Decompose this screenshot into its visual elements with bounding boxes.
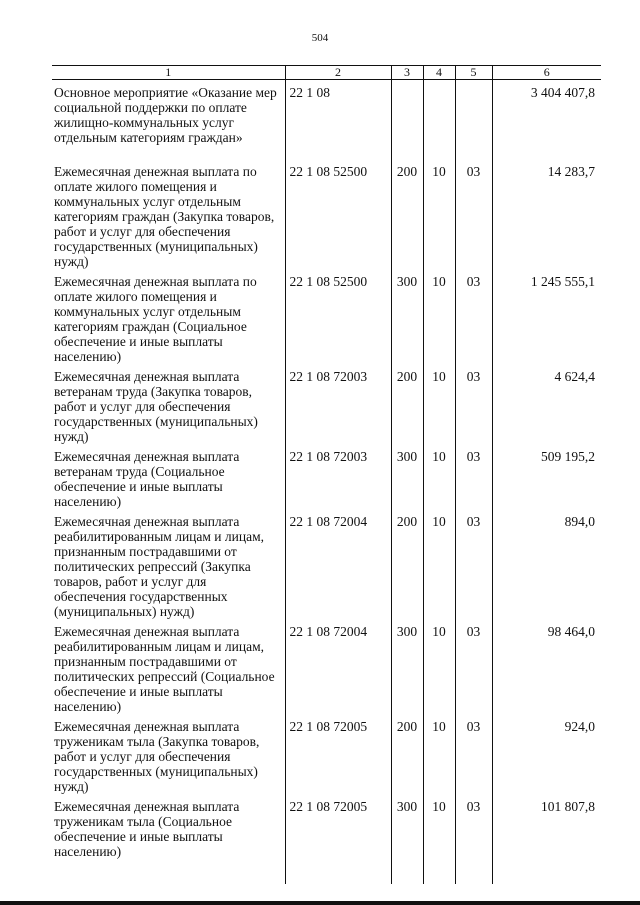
row-vr: 300 bbox=[391, 269, 423, 364]
row-vr: 200 bbox=[391, 509, 423, 619]
row-rz: 10 bbox=[423, 364, 455, 444]
row-name: Ежемесячная денежная выплата реабилитированным лицам и лицам, признанным пострадавшими от политических репрессий (Социальное обеспечение и иные выплаты населению) bbox=[52, 619, 285, 714]
row-name: Ежемесячная денежная выплата по оплате жилого помещения и коммунальных услуг отдельным категориям граждан (Закупка товаров, работ и услуг для обеспечения государственных (муниципальных) нужд) bbox=[52, 159, 285, 269]
row-name: Ежемесячная денежная выплата по оплате жилого помещения и коммунальных услуг отдельным категориям граждан (Социальное обеспечение и иные выплаты населению) bbox=[52, 269, 285, 364]
row-sum: 14 283,7 bbox=[492, 159, 601, 269]
table-row bbox=[52, 509, 601, 619]
row-sum: 4 624,4 bbox=[492, 364, 601, 444]
row-vr: 300 bbox=[391, 794, 423, 884]
row-pr: 03 bbox=[455, 509, 492, 619]
row-sum: 101 807,8 bbox=[492, 794, 601, 884]
row-name: Ежемесячная денежная выплата труженикам тыла (Социальное обеспечение и иные выплаты населению) bbox=[52, 794, 285, 884]
row-rz: 10 bbox=[423, 444, 455, 509]
row-vr: 200 bbox=[391, 714, 423, 794]
budget-table bbox=[52, 65, 601, 884]
row-name: Ежемесячная денежная выплата реабилитированным лицам и лицам, признанным пострадавшими от политических репрессий (Закупка товаров, работ и услуг для обеспечения государственных (муниципальных) нужд) bbox=[52, 509, 285, 619]
column-header-5: 5 bbox=[455, 66, 492, 80]
row-name: Ежемесячная денежная выплата ветеранам труда (Закупка товаров, работ и услуг для обеспечения государственных (муниципальных) нужд) bbox=[52, 364, 285, 444]
row-rz: 10 bbox=[423, 619, 455, 714]
column-header-1: 1 bbox=[52, 66, 285, 80]
row-code: 22 1 08 bbox=[285, 80, 391, 159]
table-row bbox=[52, 269, 601, 364]
row-sum: 924,0 bbox=[492, 714, 601, 794]
table-row bbox=[52, 364, 601, 444]
row-code: 22 1 08 52500 bbox=[285, 269, 391, 364]
row-sum: 894,0 bbox=[492, 509, 601, 619]
row-rz: 10 bbox=[423, 269, 455, 364]
table-header-row bbox=[52, 66, 601, 80]
column-header-2: 2 bbox=[285, 66, 391, 80]
row-code: 22 1 08 72005 bbox=[285, 794, 391, 884]
row-pr bbox=[455, 80, 492, 159]
page-number: 504 bbox=[311, 32, 329, 44]
row-vr: 200 bbox=[391, 159, 423, 269]
row-vr: 200 bbox=[391, 364, 423, 444]
row-pr: 03 bbox=[455, 444, 492, 509]
page-bottom-border bbox=[0, 901, 640, 905]
table-row bbox=[52, 619, 601, 714]
row-code: 22 1 08 72004 bbox=[285, 619, 391, 714]
row-code: 22 1 08 72004 bbox=[285, 509, 391, 619]
column-header-3: 3 bbox=[391, 66, 423, 80]
row-name: Основное мероприятие «Оказание мер социальной поддержки по оплате жилищно-коммунальных услуг отдельным категориям граждан» bbox=[52, 80, 285, 159]
row-pr: 03 bbox=[455, 159, 492, 269]
row-rz: 10 bbox=[423, 714, 455, 794]
row-pr: 03 bbox=[455, 364, 492, 444]
row-rz: 10 bbox=[423, 794, 455, 884]
row-sum: 1 245 555,1 bbox=[492, 269, 601, 364]
row-code: 22 1 08 72003 bbox=[285, 364, 391, 444]
row-vr: 300 bbox=[391, 444, 423, 509]
row-pr: 03 bbox=[455, 714, 492, 794]
row-pr: 03 bbox=[455, 619, 492, 714]
table-row bbox=[52, 714, 601, 794]
row-sum: 98 464,0 bbox=[492, 619, 601, 714]
column-header-6: 6 bbox=[492, 66, 601, 80]
table-row bbox=[52, 80, 601, 159]
row-code: 22 1 08 72005 bbox=[285, 714, 391, 794]
row-name: Ежемесячная денежная выплата ветеранам труда (Социальное обеспечение и иные выплаты населению) bbox=[52, 444, 285, 509]
row-vr bbox=[391, 80, 423, 159]
row-code: 22 1 08 72003 bbox=[285, 444, 391, 509]
table-row bbox=[52, 444, 601, 509]
row-rz: 10 bbox=[423, 509, 455, 619]
row-sum: 3 404 407,8 bbox=[492, 80, 601, 159]
row-rz: 10 bbox=[423, 159, 455, 269]
row-rz bbox=[423, 80, 455, 159]
row-sum: 509 195,2 bbox=[492, 444, 601, 509]
row-pr: 03 bbox=[455, 794, 492, 884]
row-name: Ежемесячная денежная выплата труженикам тыла (Закупка товаров, работ и услуг для обеспечения государственных (муниципальных) нужд) bbox=[52, 714, 285, 794]
column-header-4: 4 bbox=[423, 66, 455, 80]
table-row bbox=[52, 159, 601, 269]
row-pr: 03 bbox=[455, 269, 492, 364]
table-row bbox=[52, 794, 601, 884]
row-vr: 300 bbox=[391, 619, 423, 714]
row-code: 22 1 08 52500 bbox=[285, 159, 391, 269]
